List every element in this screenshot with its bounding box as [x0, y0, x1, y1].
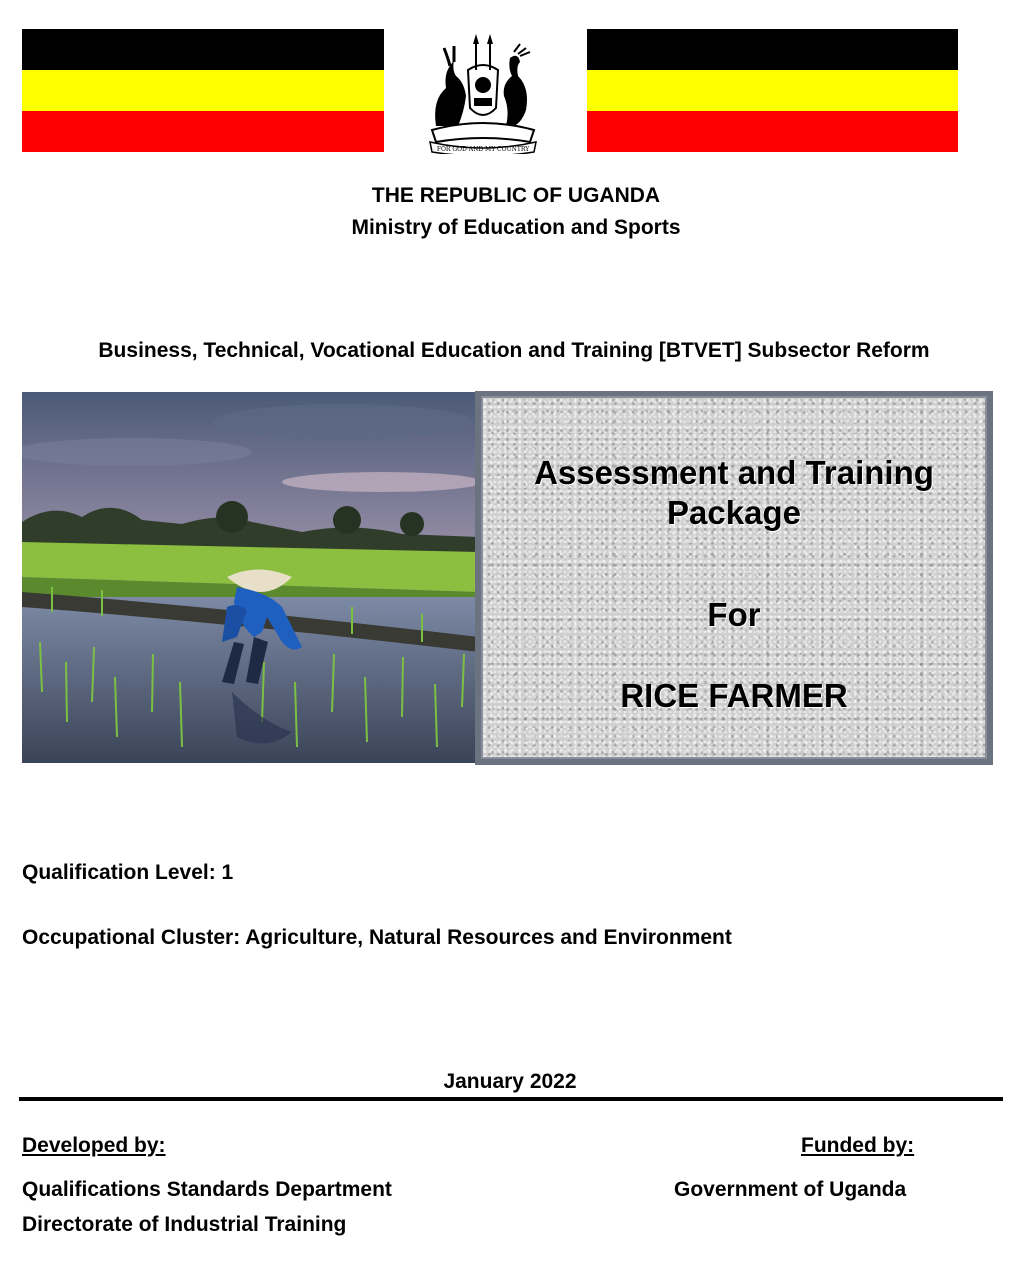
- developer-department: Qualifications Standards Department: [22, 1178, 392, 1201]
- republic-title: THE REPUBLIC OF UGANDA: [371, 184, 661, 207]
- divider: [19, 1097, 1003, 1101]
- package-occupation: RICE FARMER: [620, 677, 848, 714]
- funder-name: Government of Uganda: [674, 1178, 907, 1201]
- ministry-title: Ministry of Education and Sports: [351, 216, 681, 239]
- funded-by-label: Funded by:: [801, 1134, 915, 1157]
- svg-text:FOR GOD AND MY COUNTRY: FOR GOD AND MY COUNTRY: [436, 146, 530, 153]
- occupational-cluster: Occupational Cluster: Agriculture, Natural Resources and Environment: [22, 926, 732, 949]
- package-title-for: For: [707, 596, 761, 633]
- uganda-flag-left: [22, 29, 384, 152]
- developed-by-label: Developed by:: [22, 1134, 166, 1157]
- publication-date: January 2022: [443, 1070, 577, 1093]
- package-title-panel: [475, 391, 993, 765]
- coat-of-arms-icon: [422, 30, 544, 154]
- package-title-line2: Package: [667, 494, 801, 531]
- qualification-level: Qualification Level: 1: [22, 861, 234, 884]
- package-title-line1: Assessment and Training: [534, 454, 934, 491]
- reform-title: Business, Technical, Vocational Education and Training [BTVET] Subsector Reform: [98, 339, 930, 362]
- uganda-flag-right: [587, 29, 958, 152]
- developer-directorate: Directorate of Industrial Training: [22, 1213, 347, 1236]
- rice-paddy-photo: [22, 392, 479, 763]
